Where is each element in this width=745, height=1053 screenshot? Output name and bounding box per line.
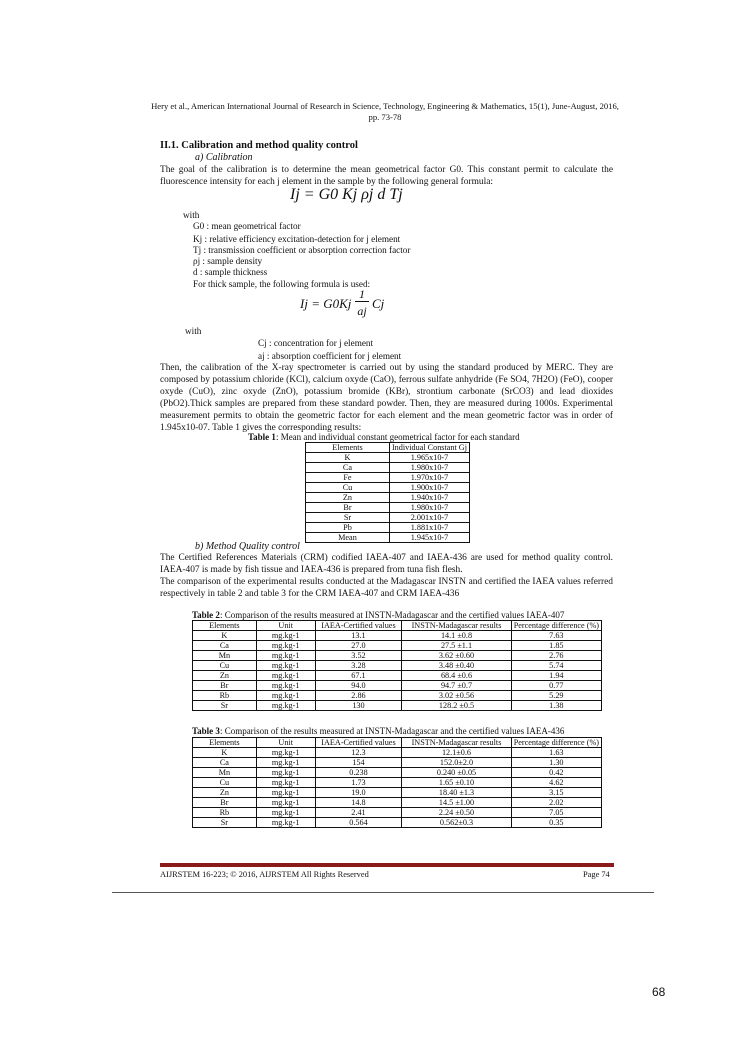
table-cell: Fe xyxy=(306,473,390,483)
table-cell: 19.0 xyxy=(315,788,402,798)
table3-caption xyxy=(192,726,564,736)
table-cell: 13.1 xyxy=(315,631,402,641)
table-row xyxy=(193,631,602,641)
table-cell: Cu xyxy=(193,778,257,788)
table-row xyxy=(193,661,602,671)
table-cell: 1.881x10-7 xyxy=(389,523,469,533)
table-cell: mg.kg-1 xyxy=(256,748,315,758)
table-cell: 2.76 xyxy=(511,651,601,661)
table-row xyxy=(193,798,602,808)
table-cell: 2.24 ±0.50 xyxy=(402,808,511,818)
table-cell: Br xyxy=(193,681,257,691)
table-header: Elements xyxy=(193,621,257,631)
table-cell: 0.564 xyxy=(315,818,402,828)
table-cell: mg.kg-1 xyxy=(256,788,315,798)
table-cell: 3.62 ±0.60 xyxy=(402,651,511,661)
table-cell: K xyxy=(193,748,257,758)
table-cell: K xyxy=(193,631,257,641)
table-cell: Pb xyxy=(306,523,390,533)
intensity-formula: Ij = G0 Kj ρj d Tj xyxy=(290,186,403,203)
table-cell: mg.kg-1 xyxy=(256,758,315,768)
table-cell: Sr xyxy=(193,818,257,828)
table-cell: 0.562±0.3 xyxy=(402,818,511,828)
table-cell: 1.65 ±0.10 xyxy=(402,778,511,788)
definition-rhoj: ρj : sample density xyxy=(193,256,263,266)
table-cell: 0.240 ±0.05 xyxy=(402,768,511,778)
table-row xyxy=(193,768,602,778)
table-cell: 1.38 xyxy=(511,701,601,711)
table-cell: Rb xyxy=(193,691,257,701)
definition-cj: Cj : concentration for j element xyxy=(258,338,374,348)
comparison-paragraph: The comparison of the experimental results conducted at the Madagascar INSTN and certified the IAEA values referred respectively in table 2 and table 3 for the CRM IAEA-407 and CRM IAEA-436 xyxy=(160,577,613,599)
table-row xyxy=(193,671,602,681)
table-cell: 3.48 ±0.40 xyxy=(402,661,511,671)
table-cell: 7.63 xyxy=(511,631,601,641)
footer-page: Page 74 xyxy=(583,870,610,879)
table3-caption-label: Table 3 xyxy=(192,726,220,736)
table-cell: 152.0±2.0 xyxy=(402,758,511,768)
table-cell: 2.02 xyxy=(511,798,601,808)
table-cell: mg.kg-1 xyxy=(256,798,315,808)
table1 xyxy=(305,442,470,543)
table-cell: Mn xyxy=(193,651,257,661)
table-cell: K xyxy=(306,453,390,463)
table-header: IAEA-Certified values xyxy=(315,621,402,631)
table-cell: 94.7 ±0.7 xyxy=(402,681,511,691)
table-cell: 1.980x10-7 xyxy=(389,503,469,513)
standards-paragraph: Then, the calibration of the X-ray spectrometer is carried out by using the standard produced by MERC. They are composed by potassium chloride (KCl), calcium oxyde (CaO), ferrous sulfate anhydride (Fe SO4, 7H2O) (FeO), cooper oxyde (CuO), zinc oxyde (ZnO), potassium bromide (KBr), strontium carbonate (SrCO3) and lead dioxides (PbO2).Thick samples are prepared from these standard powder. Then, they are measured during 1000s. Experimental measurement permits to obtain the geometric factor for each element and the mean geometric factor was in order of 1.945x10-07. Table 1 gives the corresponding results: xyxy=(160,363,613,433)
table-cell: 0.42 xyxy=(511,768,601,778)
table-header: INSTN-Madagascar results xyxy=(402,621,511,631)
table-cell: 5.74 xyxy=(511,661,601,671)
definition-aj: aj : absorption coefficient for j element xyxy=(258,351,402,361)
table-cell: mg.kg-1 xyxy=(256,808,315,818)
table-cell: 12.1±0.6 xyxy=(402,748,511,758)
table-cell: 1.965x10-7 xyxy=(389,453,469,463)
table-row xyxy=(306,503,470,513)
table-cell: 68.4 ±0.6 xyxy=(402,671,511,681)
table-cell: 2.41 xyxy=(315,808,402,818)
table-cell: 67.1 xyxy=(315,671,402,681)
table-cell: 1.94 xyxy=(511,671,601,681)
bottom-rule xyxy=(112,892,654,893)
table2-caption-text: : Comparison of the results measured at INSTN-Madagascar and the certified values IAEA-407 xyxy=(219,610,565,620)
table-cell: 14.1 ±0.8 xyxy=(402,631,511,641)
table-row xyxy=(306,513,470,523)
table1-caption-text: : Mean and individual constant geometrical factor for each standard xyxy=(275,432,520,442)
table-cell: 1.30 xyxy=(511,758,601,768)
definition-g0: G0 : mean geometrical factor xyxy=(193,221,301,231)
table-header: IAEA-Certified values xyxy=(315,738,402,748)
table-cell: 7.05 xyxy=(511,808,601,818)
subsection-quality-control: b) Method Quality control xyxy=(195,541,300,552)
footer-divider xyxy=(160,863,614,867)
table-cell: Br xyxy=(306,503,390,513)
table-cell: 1.900x10-7 xyxy=(389,483,469,493)
table3 xyxy=(192,737,602,828)
table-header: Elements xyxy=(193,738,257,748)
table-cell: Sr xyxy=(306,513,390,523)
table1-caption-label: Table 1 xyxy=(248,432,276,442)
table-cell: 3.02 ±0.56 xyxy=(402,691,511,701)
table-cell: 3.28 xyxy=(315,661,402,671)
table-header: Elements xyxy=(306,443,390,453)
with-label-2: with xyxy=(185,326,202,336)
table-row xyxy=(306,473,470,483)
section-title: II.1. Calibration and method quality control xyxy=(160,140,358,151)
table-header-row xyxy=(306,443,470,453)
table-cell: 2.86 xyxy=(315,691,402,701)
table-row xyxy=(193,748,602,758)
table-cell: mg.kg-1 xyxy=(256,691,315,701)
table-cell: mg.kg-1 xyxy=(256,641,315,651)
table-cell: 3.15 xyxy=(511,788,601,798)
table-cell: mg.kg-1 xyxy=(256,701,315,711)
table-cell: Ca xyxy=(306,463,390,473)
thick-formula-lhs: Ij = G0Kj xyxy=(300,296,352,311)
table-cell: Cu xyxy=(193,661,257,671)
table-cell: 1.63 xyxy=(511,748,601,758)
table-cell: 0.238 xyxy=(315,768,402,778)
table-cell: Mean xyxy=(306,533,390,543)
table-cell: mg.kg-1 xyxy=(256,631,315,641)
table3-caption-text: : Comparison of the results measured at INSTN-Madagascar and the certified values IAEA-436 xyxy=(219,726,565,736)
table-cell: 1.945x10-7 xyxy=(389,533,469,543)
table-cell: mg.kg-1 xyxy=(256,671,315,681)
table-cell: 1.980x10-7 xyxy=(389,463,469,473)
table-cell: 154 xyxy=(315,758,402,768)
journal-header: Hery et al., American International Journal of Research in Science, Technology, Engineering & Mathematics, 15(1), June-August, 2016, pp. 73-78 xyxy=(151,101,619,122)
thick-formula-denominator: aj xyxy=(357,304,367,318)
footer-copyright: AIJRSTEM 16-223; © 2016, AIJRSTEM All Rights Reserved xyxy=(160,870,369,879)
table-cell: 128.2 ±0.5 xyxy=(402,701,511,711)
table-header: Percentage difference (%) xyxy=(511,621,601,631)
definition-kj: Kj : relative efficiency excitation-detection for j element xyxy=(193,234,401,244)
table-row xyxy=(306,523,470,533)
table-row xyxy=(193,778,602,788)
table-cell: 27.5 ±1.1 xyxy=(402,641,511,651)
table-row xyxy=(193,808,602,818)
table-cell: mg.kg-1 xyxy=(256,778,315,788)
table-row xyxy=(193,651,602,661)
table-header: Individual Constant Gj xyxy=(389,443,469,453)
table-cell: 3.52 xyxy=(315,651,402,661)
table-row xyxy=(193,681,602,691)
table-row xyxy=(193,641,602,651)
table-cell: 1.940x10-7 xyxy=(389,493,469,503)
thick-formula-numerator: 1 xyxy=(355,288,369,302)
with-label-1: with xyxy=(183,210,200,220)
table-cell: Ca xyxy=(193,758,257,768)
table-cell: mg.kg-1 xyxy=(256,651,315,661)
table-row xyxy=(193,788,602,798)
table-cell: 0.35 xyxy=(511,818,601,828)
table-row xyxy=(193,758,602,768)
table-row xyxy=(306,483,470,493)
table-row xyxy=(306,493,470,503)
table-row xyxy=(193,818,602,828)
table-cell: Zn xyxy=(193,671,257,681)
table-cell: Cu xyxy=(306,483,390,493)
table-cell: 0.77 xyxy=(511,681,601,691)
table-header: Unit xyxy=(256,621,315,631)
table2-caption xyxy=(192,610,564,620)
table2 xyxy=(192,620,602,711)
table-row xyxy=(193,701,602,711)
thick-formula-rhs: Cj xyxy=(372,296,385,311)
crm-paragraph: The Certified References Materials (CRM) codified IAEA-407 and IAEA-436 are used for method quality control. IAEA-407 is made by fish tissue and IAEA-436 is prepared from tuna fish flesh. xyxy=(160,553,613,575)
table-cell: Zn xyxy=(193,788,257,798)
table-cell: Zn xyxy=(306,493,390,503)
table-header: INSTN-Madagascar results xyxy=(402,738,511,748)
table-cell: Sr xyxy=(193,701,257,711)
table1-caption xyxy=(248,432,520,442)
table-cell: Mn xyxy=(193,768,257,778)
table-cell: 14.8 xyxy=(315,798,402,808)
table-cell: 14.5 ±1.00 xyxy=(402,798,511,808)
table-cell: Ca xyxy=(193,641,257,651)
table-header-row xyxy=(193,738,602,748)
page-number: 68 xyxy=(652,985,666,999)
calibration-paragraph: The goal of the calibration is to determine the mean geometrical factor G0. This constant permit to calculate the fluorescence intensity for each j element in the sample by the following general formula: xyxy=(160,165,613,187)
table-header: Percentage difference (%) xyxy=(511,738,601,748)
subsection-calibration: a) Calibration xyxy=(195,152,253,163)
table-cell: Rb xyxy=(193,808,257,818)
table-cell: 18.40 ±1.3 xyxy=(402,788,511,798)
table-cell: mg.kg-1 xyxy=(256,818,315,828)
table-header: Unit xyxy=(256,738,315,748)
table-cell: mg.kg-1 xyxy=(256,661,315,671)
table-row xyxy=(306,453,470,463)
table-row xyxy=(193,691,602,701)
table-cell: 12.3 xyxy=(315,748,402,758)
table-cell: 1.85 xyxy=(511,641,601,651)
definition-d: d : sample thickness xyxy=(193,267,268,277)
table-cell: mg.kg-1 xyxy=(256,681,315,691)
table2-caption-label: Table 2 xyxy=(192,610,220,620)
table-cell: 4.62 xyxy=(511,778,601,788)
thick-sample-text: For thick sample, the following formula is used: xyxy=(193,279,371,289)
table-cell: 94.0 xyxy=(315,681,402,691)
definition-tj: Tj : transmission coefficient or absorption correction factor xyxy=(193,245,411,255)
table-cell: 1.73 xyxy=(315,778,402,788)
table-cell: mg.kg-1 xyxy=(256,768,315,778)
table-header-row xyxy=(193,621,602,631)
table-cell: 2.001x10-7 xyxy=(389,513,469,523)
table-cell: Br xyxy=(193,798,257,808)
table-cell: 27.0 xyxy=(315,641,402,651)
table-cell: 1.970x10-7 xyxy=(389,473,469,483)
table-cell: 130 xyxy=(315,701,402,711)
table-cell: 5.29 xyxy=(511,691,601,701)
table-row xyxy=(306,533,470,543)
table-row xyxy=(306,463,470,473)
